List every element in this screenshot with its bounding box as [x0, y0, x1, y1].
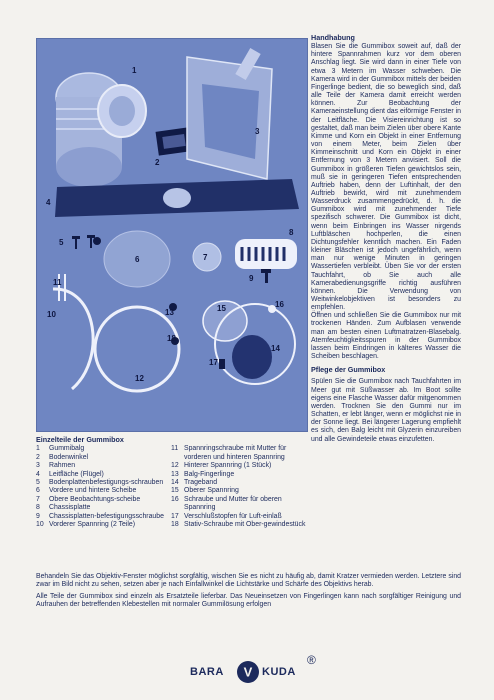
screws-shape: [72, 235, 101, 249]
photo-label-1: 1: [132, 66, 137, 75]
parts-title: Einzelteile der Gummibox: [36, 435, 124, 444]
photo-label-12: 12: [135, 374, 144, 383]
list-item: 5 Bodenplattenbefestigungs-schrauben: [36, 479, 164, 487]
care-text: Spülen Sie die Gummibox nach Tauchfahrten im Meer gut mit Süßwasser ab. Im Boot sollte eigens eine Flasche Wasser dafür mitgenommen werden. Trocknen Sie den Gummi nur im Schatten, er lebt länger, wenn er möglichst nie in der Sonne liegt. Bei längerer Lagerung empfiehlt es sich, den Balg leicht mit Glyzerin einzureiben und alle Gewindeteile etwas einzufetten.: [311, 378, 461, 443]
photo-label-10: 10: [47, 310, 56, 319]
spare-parts-note: Alle Teile der Gummibox sind einzeln als Ersatzteile lieferbar. Das Neueinsetzen von Fingerlingen kann nach sorgfältiger Reinigung und Aufrauhen der betreffenden Klebestellen mit normaler Gummilösung erfolgen: [36, 592, 461, 609]
list-item: 12 Hinterer Spannring (1 Stück): [171, 462, 272, 470]
photo-label-8: 8: [289, 228, 294, 237]
chassis-plate-shape: [235, 239, 297, 269]
list-item: 10 Vorderer Spannring (2 Teile): [36, 521, 136, 529]
list-item: 1 Gummibalg: [36, 445, 85, 453]
parts-photo-drawing: [37, 39, 307, 431]
parts-column-left: [36, 445, 171, 529]
photo-label-4: 4: [46, 198, 51, 207]
photo-label-17: 17: [209, 358, 218, 367]
registered-mark: ®: [307, 653, 316, 667]
handling-text-2: Öffnen und schließen Sie die Gummibox nur mit trockenen Händen. Zum Aufblasen verwende man am besten einen Luftmatratzen-Blasebalg. Atemfeuchtigkeitsspuren in der Gummibox lassen beim Eindringen in kälteres Wasser die Scheiben beschlagen.: [311, 312, 461, 361]
strap-shape: [215, 304, 295, 384]
list-item: 2 Bodenwinkel: [36, 453, 89, 461]
parts-photo: [36, 38, 308, 432]
list-item: 16 Schraube und Mutter für oberen Spannring: [171, 495, 282, 512]
parts-column-right: [171, 445, 306, 529]
frame-shape: [187, 48, 272, 179]
list-item: 14 Trageband: [171, 479, 218, 487]
air-plug-shape: [219, 359, 225, 369]
logo-text-left: BARA: [190, 666, 224, 678]
list-item: 18 Stativ-Schraube mit Ober-gewindestück: [171, 521, 306, 529]
logo-text-right: KUDA: [262, 666, 296, 678]
photo-label-15: 15: [217, 304, 226, 313]
bellows-shape: [56, 73, 146, 187]
list-item: 11 Spannringschraube mit Mutter für vorderen und hinteren Spannring: [171, 445, 287, 461]
logo-emblem-icon: [236, 660, 260, 684]
photo-label-18: 18: [167, 334, 176, 343]
photo-label-3: 3: [255, 127, 260, 136]
bottom-notes: [36, 573, 461, 613]
photo-label-14: 14: [271, 344, 280, 353]
handling-text: Blasen Sie die Gummibox soweit auf, daß der hintere Spannrahmen kurz vor dem oberen Anschlag liegt. Sie wird dann in einer Tiefe von etwa 3 Metern im Wasser schweben. Die Kamera wird in der Gummibox mittels der beiden Fingerlinge bedient, die so beweglich sind, daß alle Teile der Kamera damit erreicht werden können. Zur Beobachtung der Kameraeinstellung dient das eiförmige Fenster in der Leitfläche. Die Visiereinrichtung ist so gestaltet, daß man beim Zielen über obere Kante Kimme und Korn ein Objekt in einer Entfernung von einem Meter, beim Zielen über Kimmeinschnitt und Korn ein Objekt in einer Entfernung von 3 Metern anvisiert. Soll die Gummibox in größeren Tiefen gewichtslos sein, muß sie in geringeren Tiefen entsprechenden Auftrieb haben, denn der Luftinhalt, der den Auftrieb bewirkt, wird mit zunehmendem Wasserdruck zusammengedrückt, d. h. die Gummibox wird mit zunehmender Tiefe spezifisch schwerer. Die Gummibox ist dicht, wenn beim Einbringen ins Wasser nirgends Luftbläschen hochperlen, die einen Dichtungsfehler kenntlich machen. Ein Faden kleiner Bläschen ist jedoch ungefährlich, wenn man nur wenige Minuten in geringen Wassertiefen verbleibt. Üben Sie vor der ersten Tauchfahrt, ob Sie auch alle Kamerabedienungsgriffe richtig ausführen können. Die Verwendung von Weitwinkelobjektiven ist besonders zu empfehlen.: [311, 43, 461, 312]
photo-label-13: 13: [165, 308, 174, 317]
care-title: Pflege der Gummibox: [311, 365, 386, 375]
chassis-screw-shape: [261, 269, 271, 283]
lens-care-note: Behandeln Sie das Objektiv-Fenster möglichst sorgfältig, wischen Sie es nicht zu häufig ab, damit Kratzer vermieden werden. Letztere sind zwar im Bild nicht zu sehen, setzen aber je nach Einfallwinkel die Lichtstärke und Schärfe des Objektivs herab.: [36, 573, 461, 589]
photo-label-6: 6: [135, 255, 140, 264]
front-ring-shape: [53, 289, 93, 389]
list-item: 13 Balg-Fingerlinge: [171, 470, 235, 478]
photo-label-11: 11: [53, 278, 62, 287]
logo-emblem-letter: V: [243, 664, 253, 680]
photo-label-16: 16: [275, 300, 284, 309]
photo-label-5: 5: [59, 238, 64, 247]
list-item: 7 Obere Beobachtungs-scheibe: [36, 495, 141, 503]
parts-list: [36, 436, 306, 529]
photo-label-9: 9: [249, 274, 254, 283]
handling-title: Handhabung: [311, 33, 355, 42]
list-item: 17 Verschlußstopfen für Luft-einlaß: [171, 512, 282, 520]
list-item: 3 Rahmen: [36, 462, 76, 470]
list-item: 4 Leitfläche (Flügel): [36, 470, 104, 478]
list-item: 8 Chassisplatte: [36, 504, 91, 512]
photo-label-2: 2: [155, 158, 160, 167]
handling-section: [311, 34, 461, 444]
photo-label-7: 7: [203, 253, 208, 262]
list-item: 9 Chassisplatten-befestigungsschraube: [36, 512, 164, 520]
list-item: 6 Vordere und hintere Scheibe: [36, 487, 137, 495]
list-item: 15 Oberer Spannring: [171, 487, 239, 495]
